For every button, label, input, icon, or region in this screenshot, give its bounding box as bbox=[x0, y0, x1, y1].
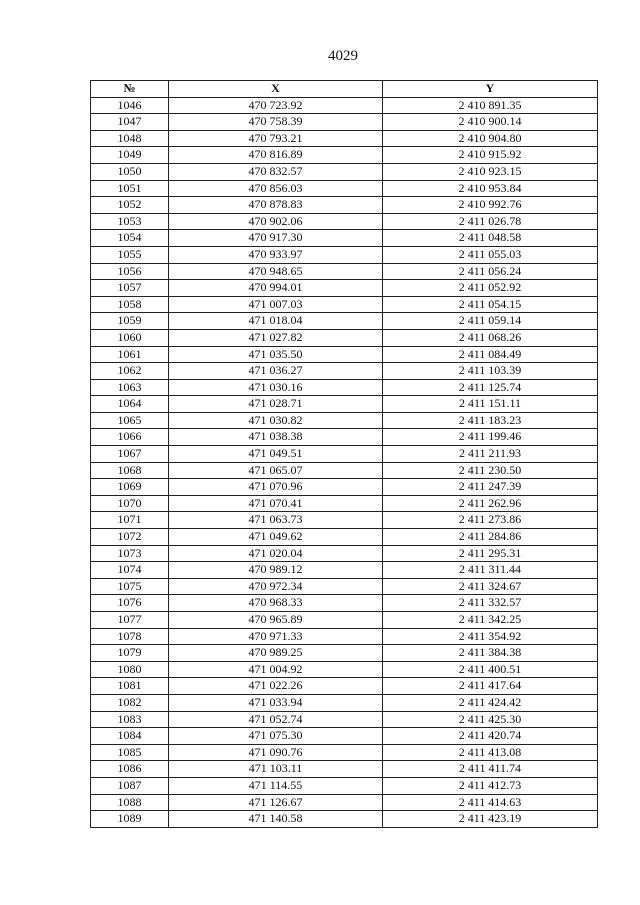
cell-number: 1053 bbox=[91, 213, 169, 230]
table-row bbox=[91, 197, 598, 214]
cell-x: 471 018.04 bbox=[169, 313, 383, 330]
cell-number: 1083 bbox=[91, 711, 169, 728]
cell-y: 2 411 384.38 bbox=[383, 645, 598, 662]
table-row bbox=[91, 694, 598, 711]
cell-y: 2 410 891.35 bbox=[383, 97, 598, 114]
cell-number: 1071 bbox=[91, 512, 169, 529]
table-row bbox=[91, 777, 598, 794]
cell-y: 2 411 125.74 bbox=[383, 379, 598, 396]
cell-number: 1057 bbox=[91, 280, 169, 297]
coordinates-table bbox=[90, 80, 598, 828]
cell-number: 1087 bbox=[91, 777, 169, 794]
cell-y: 2 411 273.86 bbox=[383, 512, 598, 529]
cell-number: 1061 bbox=[91, 346, 169, 363]
cell-x: 470 816.89 bbox=[169, 147, 383, 164]
cell-x: 471 028.71 bbox=[169, 396, 383, 413]
cell-number: 1066 bbox=[91, 429, 169, 446]
table-row bbox=[91, 263, 598, 280]
cell-y: 2 411 052.92 bbox=[383, 280, 598, 297]
table-row bbox=[91, 363, 598, 380]
cell-number: 1064 bbox=[91, 396, 169, 413]
cell-number: 1060 bbox=[91, 329, 169, 346]
cell-y: 2 410 923.15 bbox=[383, 163, 598, 180]
table-row bbox=[91, 97, 598, 114]
cell-y: 2 410 904.80 bbox=[383, 130, 598, 147]
cell-x: 471 035.50 bbox=[169, 346, 383, 363]
cell-number: 1076 bbox=[91, 595, 169, 612]
table-row bbox=[91, 678, 598, 695]
cell-number: 1069 bbox=[91, 479, 169, 496]
cell-x: 470 989.12 bbox=[169, 562, 383, 579]
cell-y: 2 411 284.86 bbox=[383, 529, 598, 546]
table-row bbox=[91, 446, 598, 463]
table-row bbox=[91, 346, 598, 363]
cell-number: 1089 bbox=[91, 811, 169, 828]
cell-y: 2 411 054.15 bbox=[383, 296, 598, 313]
table-row bbox=[91, 379, 598, 396]
table-row bbox=[91, 661, 598, 678]
cell-y: 2 411 411.74 bbox=[383, 761, 598, 778]
cell-number: 1080 bbox=[91, 661, 169, 678]
cell-x: 471 075.30 bbox=[169, 728, 383, 745]
table-row bbox=[91, 711, 598, 728]
cell-x: 471 030.16 bbox=[169, 379, 383, 396]
cell-number: 1075 bbox=[91, 578, 169, 595]
table-row bbox=[91, 628, 598, 645]
cell-y: 2 411 413.08 bbox=[383, 744, 598, 761]
cell-number: 1054 bbox=[91, 230, 169, 247]
table-row bbox=[91, 495, 598, 512]
cell-y: 2 411 425.30 bbox=[383, 711, 598, 728]
cell-number: 1072 bbox=[91, 529, 169, 546]
cell-y: 2 411 417.64 bbox=[383, 678, 598, 695]
table-row bbox=[91, 213, 598, 230]
cell-x: 470 965.89 bbox=[169, 612, 383, 629]
cell-number: 1081 bbox=[91, 678, 169, 695]
cell-number: 1077 bbox=[91, 612, 169, 629]
table-row bbox=[91, 595, 598, 612]
table-row bbox=[91, 529, 598, 546]
cell-x: 470 972.34 bbox=[169, 578, 383, 595]
table-row bbox=[91, 163, 598, 180]
table-row bbox=[91, 114, 598, 131]
cell-number: 1062 bbox=[91, 363, 169, 380]
cell-y: 2 411 068.26 bbox=[383, 329, 598, 346]
cell-number: 1056 bbox=[91, 263, 169, 280]
cell-number: 1078 bbox=[91, 628, 169, 645]
cell-number: 1065 bbox=[91, 412, 169, 429]
table-row bbox=[91, 578, 598, 595]
cell-x: 471 027.82 bbox=[169, 329, 383, 346]
cell-number: 1074 bbox=[91, 562, 169, 579]
cell-x: 470 948.65 bbox=[169, 263, 383, 280]
cell-y: 2 411 423.19 bbox=[383, 811, 598, 828]
cell-x: 471 004.92 bbox=[169, 661, 383, 678]
cell-y: 2 411 151.11 bbox=[383, 396, 598, 413]
cell-y: 2 411 295.31 bbox=[383, 545, 598, 562]
cell-x: 470 902.06 bbox=[169, 213, 383, 230]
table-row bbox=[91, 396, 598, 413]
table-row bbox=[91, 645, 598, 662]
cell-number: 1073 bbox=[91, 545, 169, 562]
cell-y: 2 411 412.73 bbox=[383, 777, 598, 794]
table-row bbox=[91, 180, 598, 197]
cell-x: 471 126.67 bbox=[169, 794, 383, 811]
cell-x: 470 856.03 bbox=[169, 180, 383, 197]
cell-x: 470 723.92 bbox=[169, 97, 383, 114]
cell-x: 471 090.76 bbox=[169, 744, 383, 761]
column-header-x: X bbox=[169, 81, 383, 98]
cell-x: 471 114.55 bbox=[169, 777, 383, 794]
table-row bbox=[91, 296, 598, 313]
table-row bbox=[91, 612, 598, 629]
cell-number: 1059 bbox=[91, 313, 169, 330]
table-row bbox=[91, 230, 598, 247]
cell-y: 2 411 247.39 bbox=[383, 479, 598, 496]
cell-y: 2 411 324.67 bbox=[383, 578, 598, 595]
cell-number: 1058 bbox=[91, 296, 169, 313]
cell-y: 2 411 059.14 bbox=[383, 313, 598, 330]
cell-x: 471 038.38 bbox=[169, 429, 383, 446]
cell-x: 471 007.03 bbox=[169, 296, 383, 313]
cell-number: 1063 bbox=[91, 379, 169, 396]
cell-x: 470 758.39 bbox=[169, 114, 383, 131]
cell-x: 470 793.21 bbox=[169, 130, 383, 147]
cell-x: 471 103.11 bbox=[169, 761, 383, 778]
cell-x: 470 832.57 bbox=[169, 163, 383, 180]
table-row bbox=[91, 462, 598, 479]
cell-number: 1049 bbox=[91, 147, 169, 164]
cell-x: 471 049.51 bbox=[169, 446, 383, 463]
cell-x: 470 878.83 bbox=[169, 197, 383, 214]
cell-number: 1070 bbox=[91, 495, 169, 512]
cell-number: 1088 bbox=[91, 794, 169, 811]
cell-number: 1084 bbox=[91, 728, 169, 745]
cell-y: 2 411 199.46 bbox=[383, 429, 598, 446]
cell-y: 2 411 354.92 bbox=[383, 628, 598, 645]
table-row bbox=[91, 545, 598, 562]
table-row bbox=[91, 429, 598, 446]
column-header-number: № bbox=[91, 81, 169, 98]
table-row bbox=[91, 479, 598, 496]
cell-x: 471 033.94 bbox=[169, 694, 383, 711]
cell-y: 2 411 084.49 bbox=[383, 346, 598, 363]
cell-x: 470 933.97 bbox=[169, 246, 383, 263]
cell-y: 2 411 183.23 bbox=[383, 412, 598, 429]
cell-y: 2 411 211.93 bbox=[383, 446, 598, 463]
cell-y: 2 411 230.50 bbox=[383, 462, 598, 479]
cell-number: 1086 bbox=[91, 761, 169, 778]
cell-number: 1047 bbox=[91, 114, 169, 131]
cell-number: 1082 bbox=[91, 694, 169, 711]
cell-x: 471 052.74 bbox=[169, 711, 383, 728]
cell-y: 2 411 262.96 bbox=[383, 495, 598, 512]
table-row bbox=[91, 512, 598, 529]
cell-y: 2 410 953.84 bbox=[383, 180, 598, 197]
cell-x: 471 065.07 bbox=[169, 462, 383, 479]
table-row bbox=[91, 728, 598, 745]
table-row bbox=[91, 744, 598, 761]
cell-y: 2 411 400.51 bbox=[383, 661, 598, 678]
table-row bbox=[91, 761, 598, 778]
table-row bbox=[91, 329, 598, 346]
cell-y: 2 411 420.74 bbox=[383, 728, 598, 745]
cell-y: 2 411 026.78 bbox=[383, 213, 598, 230]
cell-y: 2 411 332.57 bbox=[383, 595, 598, 612]
table-row bbox=[91, 811, 598, 828]
cell-y: 2 411 424.42 bbox=[383, 694, 598, 711]
cell-x: 470 968.33 bbox=[169, 595, 383, 612]
cell-number: 1085 bbox=[91, 744, 169, 761]
table-row bbox=[91, 246, 598, 263]
table-header-row bbox=[91, 81, 598, 98]
cell-y: 2 411 311.44 bbox=[383, 562, 598, 579]
cell-number: 1051 bbox=[91, 180, 169, 197]
table-row bbox=[91, 794, 598, 811]
cell-number: 1050 bbox=[91, 163, 169, 180]
cell-x: 470 989.25 bbox=[169, 645, 383, 662]
cell-y: 2 411 414.63 bbox=[383, 794, 598, 811]
cell-y: 2 410 900.14 bbox=[383, 114, 598, 131]
cell-number: 1068 bbox=[91, 462, 169, 479]
cell-number: 1046 bbox=[91, 97, 169, 114]
cell-x: 471 030.82 bbox=[169, 412, 383, 429]
cell-x: 471 022.26 bbox=[169, 678, 383, 695]
cell-x: 470 917.30 bbox=[169, 230, 383, 247]
cell-y: 2 411 103.39 bbox=[383, 363, 598, 380]
cell-x: 471 140.58 bbox=[169, 811, 383, 828]
column-header-y: Y bbox=[383, 81, 598, 98]
cell-number: 1048 bbox=[91, 130, 169, 147]
cell-x: 470 971.33 bbox=[169, 628, 383, 645]
table-row bbox=[91, 313, 598, 330]
cell-x: 471 049.62 bbox=[169, 529, 383, 546]
cell-x: 471 036.27 bbox=[169, 363, 383, 380]
cell-number: 1052 bbox=[91, 197, 169, 214]
cell-y: 2 411 342.25 bbox=[383, 612, 598, 629]
cell-y: 2 411 048.58 bbox=[383, 230, 598, 247]
cell-number: 1055 bbox=[91, 246, 169, 263]
cell-x: 470 994.01 bbox=[169, 280, 383, 297]
table-row bbox=[91, 147, 598, 164]
cell-y: 2 410 992.76 bbox=[383, 197, 598, 214]
table-row bbox=[91, 280, 598, 297]
cell-y: 2 411 056.24 bbox=[383, 263, 598, 280]
cell-x: 471 063.73 bbox=[169, 512, 383, 529]
cell-x: 471 020.04 bbox=[169, 545, 383, 562]
cell-number: 1067 bbox=[91, 446, 169, 463]
table-row bbox=[91, 412, 598, 429]
cell-y: 2 410 915.92 bbox=[383, 147, 598, 164]
page-number: 4029 bbox=[328, 48, 358, 64]
table-row bbox=[91, 130, 598, 147]
cell-y: 2 411 055.03 bbox=[383, 246, 598, 263]
cell-x: 471 070.41 bbox=[169, 495, 383, 512]
cell-x: 471 070.96 bbox=[169, 479, 383, 496]
table-row bbox=[91, 562, 598, 579]
cell-number: 1079 bbox=[91, 645, 169, 662]
